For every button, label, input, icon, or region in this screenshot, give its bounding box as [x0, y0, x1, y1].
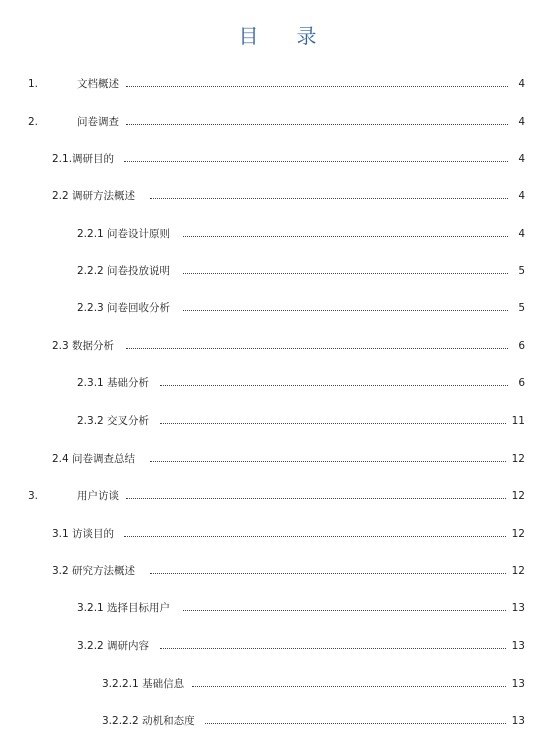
toc-entry[interactable] — [0, 76, 555, 92]
toc-entry[interactable] — [0, 338, 555, 354]
toc-entry-title: 2.4 问卷调查总结 — [52, 453, 136, 465]
toc-entry-page: 11 — [511, 415, 525, 427]
toc-entry-page: 12 — [511, 453, 525, 465]
toc-leader-dots — [126, 498, 506, 499]
toc-leader-dots — [124, 161, 508, 162]
toc-entry-title: 2.3.1 基础分析 — [77, 377, 150, 389]
toc-entry-title: 3.1 访谈目的 — [52, 528, 115, 540]
toc-entry-title: 2.3 数据分析 — [52, 340, 115, 352]
toc-leader-dots — [126, 86, 508, 87]
toc-entry[interactable] — [0, 451, 555, 467]
toc-entry-page: 4 — [518, 116, 525, 128]
toc-entry-page: 4 — [518, 228, 525, 240]
toc-entry-title: 2.3.2 交叉分析 — [77, 415, 150, 427]
toc-entry[interactable] — [0, 638, 555, 654]
toc-entry-page: 12 — [511, 528, 525, 540]
toc-leader-dots — [150, 573, 506, 574]
toc-entry-number: 1. — [28, 78, 39, 90]
toc-entry[interactable] — [0, 563, 555, 579]
toc-entry[interactable] — [0, 375, 555, 391]
toc-entry-page: 4 — [518, 153, 525, 165]
toc-entry-title: 2.2.2 问卷投放说明 — [77, 265, 171, 277]
toc-leader-dots — [126, 348, 508, 349]
toc-entry-title: 用户访谈 — [77, 490, 119, 502]
toc-entry[interactable] — [0, 300, 555, 316]
toc-entry[interactable] — [0, 151, 555, 167]
toc-entry-page: 13 — [511, 602, 525, 614]
page-title-part1: 目 — [238, 24, 259, 48]
toc-entry-page: 12 — [511, 490, 525, 502]
toc-leader-dots — [183, 310, 508, 311]
toc-entry-title: 3.2 研究方法概述 — [52, 565, 136, 577]
toc-leader-dots — [124, 536, 506, 537]
toc-leader-dots — [183, 236, 508, 237]
toc-entry-page: 5 — [518, 302, 525, 314]
toc-entry-title: 2.1.调研目的 — [52, 153, 115, 165]
toc-entry-page: 13 — [511, 640, 525, 652]
toc-entry-page: 13 — [511, 715, 525, 727]
toc-entry[interactable] — [0, 263, 555, 279]
toc-entry-page: 4 — [518, 78, 525, 90]
toc-leader-dots — [160, 385, 508, 386]
toc-leader-dots — [126, 124, 508, 125]
toc-entry-title: 2.2 调研方法概述 — [52, 190, 136, 202]
toc-entry[interactable] — [0, 114, 555, 130]
toc-entry-page: 6 — [518, 340, 525, 352]
toc-entry[interactable] — [0, 600, 555, 616]
toc-entry[interactable] — [0, 413, 555, 429]
toc-entry-page: 6 — [518, 377, 525, 389]
toc-entry-title: 2.2.1 问卷设计原则 — [77, 228, 171, 240]
toc-entry-title: 问卷调查 — [77, 116, 119, 128]
page-title-part2: 录 — [296, 24, 317, 48]
toc-entry[interactable] — [0, 188, 555, 204]
toc-entry-page: 5 — [518, 265, 525, 277]
toc-entry[interactable] — [0, 488, 555, 504]
toc-entry-page: 12 — [511, 565, 525, 577]
toc-leader-dots — [183, 610, 506, 611]
toc-entry-title: 3.2.1 选择目标用户 — [77, 602, 171, 614]
toc-leader-dots — [205, 723, 506, 724]
toc-entry-title: 文档概述 — [77, 78, 119, 90]
toc-entry-title: 3.2.2.2 动机和态度 — [102, 715, 195, 727]
toc-leader-dots — [160, 423, 506, 424]
toc-entry[interactable] — [0, 713, 555, 729]
toc-leader-dots — [192, 686, 506, 687]
toc-entry[interactable] — [0, 226, 555, 242]
toc-leader-dots — [150, 461, 506, 462]
toc-entry-title: 3.2.2.1 基础信息 — [102, 678, 185, 690]
toc-entry[interactable] — [0, 526, 555, 542]
toc-entry-title: 3.2.2 调研内容 — [77, 640, 150, 652]
toc-entry-number: 2. — [28, 116, 39, 128]
toc-leader-dots — [150, 198, 508, 199]
toc-leader-dots — [183, 273, 508, 274]
toc-leader-dots — [160, 648, 506, 649]
toc-entry-page: 4 — [518, 190, 525, 202]
toc-entry-number: 3. — [28, 490, 39, 502]
toc-entry-page: 13 — [511, 678, 525, 690]
toc-entry[interactable] — [0, 676, 555, 692]
toc-entry-title: 2.2.3 问卷回收分析 — [77, 302, 171, 314]
